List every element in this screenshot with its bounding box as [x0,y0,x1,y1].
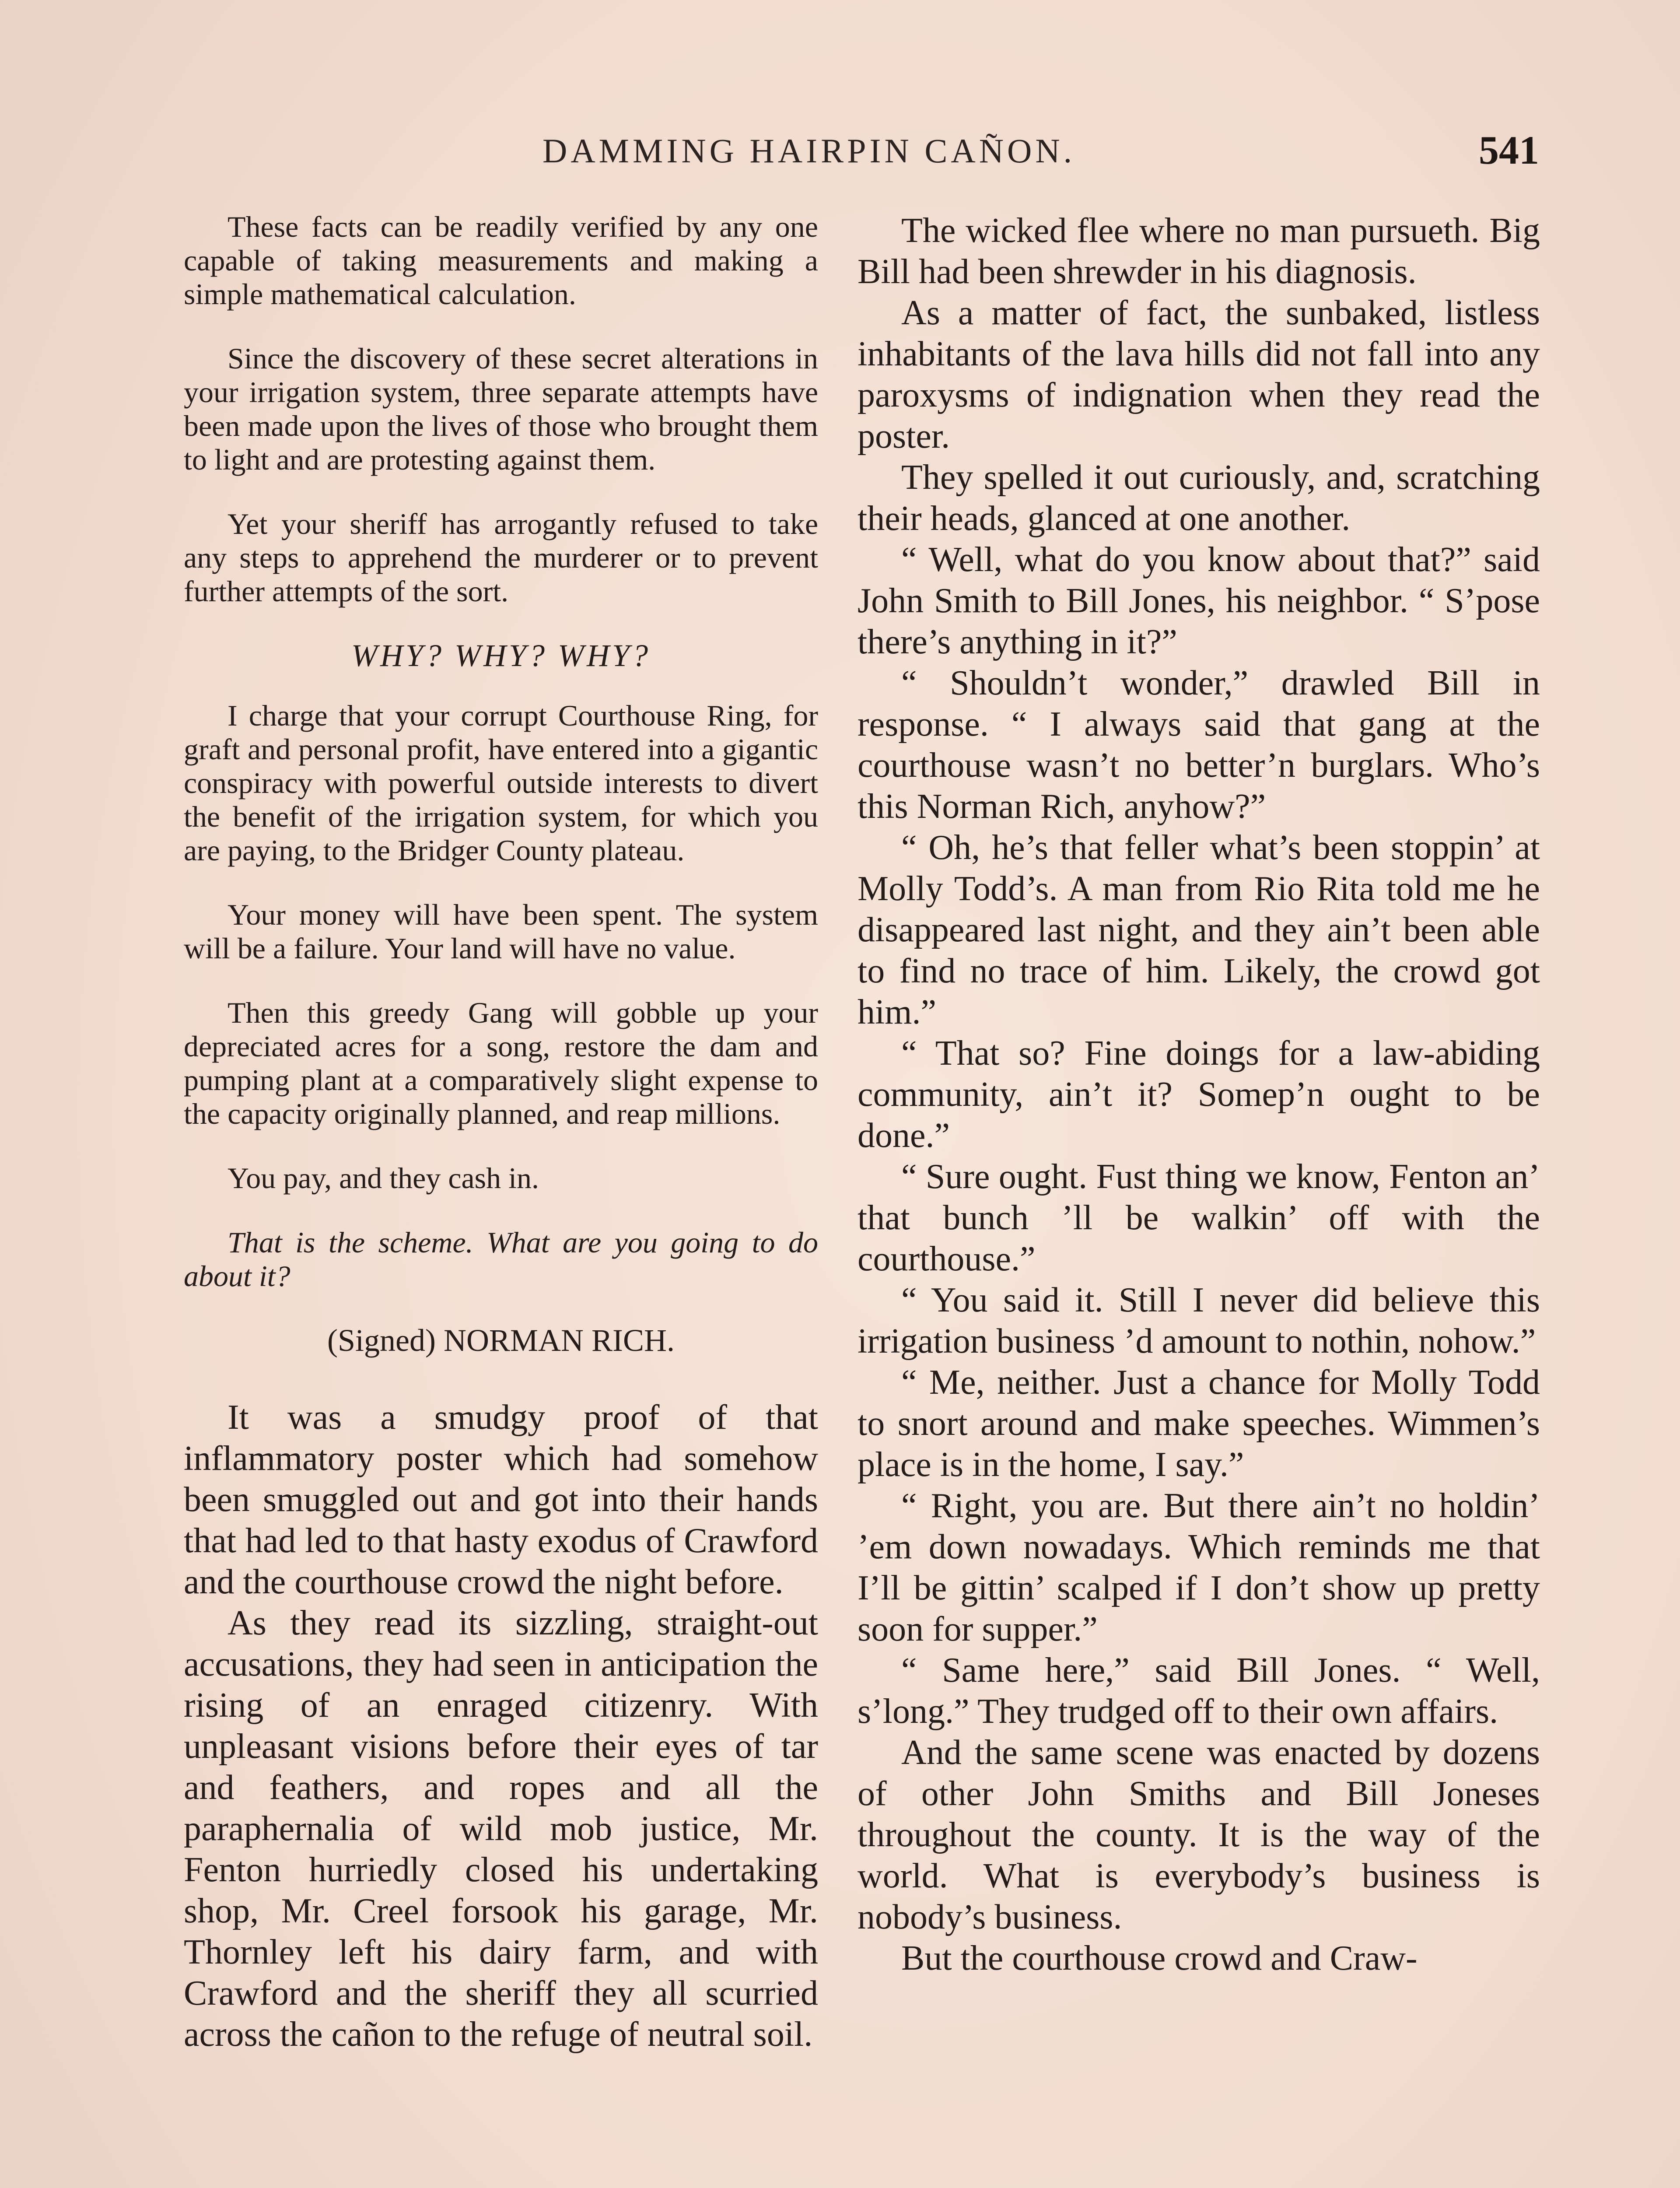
body-paragraph: “ Right, you are. But there ain’t no holdin’ ’em down nowadays. Which reminds me that I’ll be gittin’ scalped if I don’t show up pretty soon for supper.” [858,1487,1540,1648]
poster-text [184,210,818,1357]
poster-paragraph: Then this greedy Gang will gobble up your depreciated acres for a song, restore the dam and pumping plant at a comparatively slight expense to the capacity originally planned, and reap millions. [184,996,818,1130]
poster-paragraph: These facts can be readily verified by any one capable of taking measurements and making a simple mathematical calculation. [184,210,818,311]
body-paragraph: “ Me, neither. Just a chance for Molly Todd to snort around and make speeches. Wimmen’s place is in the home, I say.” [858,1363,1540,1484]
body-paragraph: The wicked flee where no man pursueth. Big Bill had been shrewder in his diagnosis. [858,211,1540,291]
body-paragraph: “ Sure ought. Fust thing we know, Fenton an’ that bunch ’ll be walkin’ off with the courthouse.” [858,1157,1540,1278]
poster-paragraph: You pay, and they cash in. [228,1161,539,1195]
poster-scheme-line: That is the scheme. What are you going to do about it? [184,1226,818,1293]
poster-paragraph: Yet your sheriff has arrogantly refused to take any steps to apprehend the murderer or to prevent further attempts of the sort. [184,507,818,608]
body-paragraph: And the same scene was enacted by dozens of other John Smiths and Bill Joneses throughout the county. It is the way of the world. What is everybody’s business is nobody’s business. [858,1733,1540,1936]
body-paragraph: As they read its sizzling, straight-out accusations, they had seen in anticipation the rising of an enraged citizenry. With unpleasant visions before their eyes of tar and feathers, and ropes and all the paraphernalia of wild mob justice, Mr. Fenton hurriedly closed his undertaking shop, Mr. Creel forsook his garage, Mr. Thornley left his dairy farm, and with Crawford and the sheriff they all scurried across the cañon to the refuge of neutral soil. [184,1604,818,2054]
body-paragraph: But the courthouse crowd and Craw- [901,1939,1418,1978]
body-paragraph: “ Well, what do you know about that?” said John Smith to Bill Jones, his neighbor. “ S’pose there’s anything in it?” [858,540,1540,661]
poster-why-line: WHY? WHY? WHY? [351,638,651,673]
body-paragraph: It was a smudgy proof of that inflammatory poster which had somehow been smuggled out and got into their hands that had led to that hasty exodus of Crawford and the courthouse crowd the night before. [184,1398,818,1601]
poster-signature: (Signed) NORMAN RICH. [327,1323,675,1358]
left-narrative [184,1397,818,2055]
right-narrative [858,210,1540,1979]
body-paragraph: “ Same here,” said Bill Jones. “ Well, s’long.” They trudged off to their own affairs. [858,1651,1540,1731]
poster-paragraph: I charge that your corrupt Courthouse Ring, for graft and personal profit, have entered into a gigantic conspiracy with powerful outside interests to divert the benefit of the irrigation system, for which you are paying, to the Bridger County plateau. [184,699,818,867]
body-paragraph: “ Shouldn’t wonder,” drawled Bill in response. “ I always said that gang at the courthouse wasn’t no better’n burglars. Who’s this Norman Rich, anyhow?” [858,664,1540,826]
body-paragraph: “ Oh, he’s that feller what’s been stoppin’ at Molly Todd’s. A man from Rio Rita told me he disappeared last night, and they ain’t been able to find no trace of him. Likely, the crowd got him.” [858,828,1540,1031]
page-number: 541 [1479,128,1539,172]
right-column [858,210,1540,1979]
body-paragraph: “ That so? Fine doings for a law-abiding community, ain’t it? Somep’n ought to be done.” [858,1034,1540,1155]
poster-paragraph: Your money will have been spent. The system will be a failure. Your land will have no value. [184,898,818,965]
body-paragraph: “ You said it. Still I never did believe this irrigation business ’d amount to nothin, nohow.” [858,1281,1540,1360]
body-paragraph: As a matter of fact, the sunbaked, listless inhabitants of the lava hills did not fall into any paroxysms of indignation when they read the poster. [858,294,1540,456]
running-title: DAMMING HAIRPIN CAÑON. [542,132,1076,170]
left-column [184,210,818,2055]
body-paragraph: They spelled it out curiously, and, scratching their heads, glanced at one another. [858,458,1540,538]
poster-paragraph: Since the discovery of these secret alterations in your irrigation system, three separate attempts have been made upon the lives of those who brought them to light and are protesting against them. [184,342,818,476]
